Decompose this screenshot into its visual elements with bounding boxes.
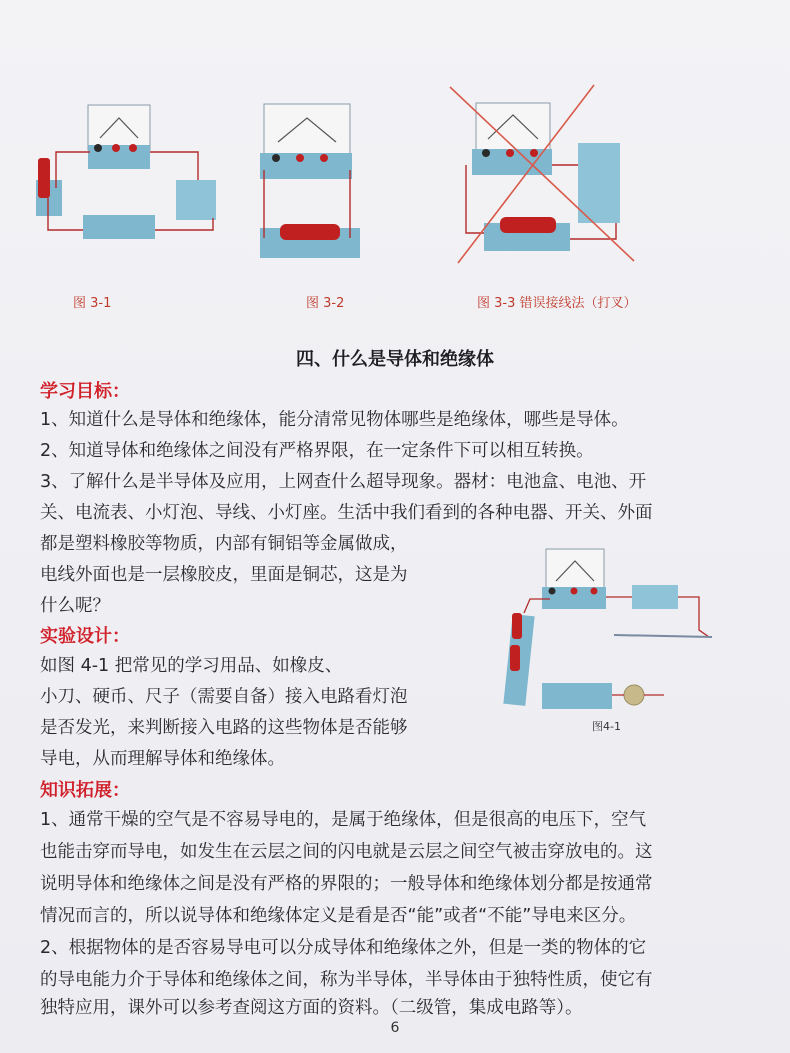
caption-fig-3-3: 图 3-3 错误接线法（打叉） <box>477 296 637 311</box>
extension-line: 独特应用，课外可以参考查阅这方面的资料。（二级管，集成电路等）。 <box>40 998 583 1018</box>
circuit-diagram-3-3 <box>448 83 638 273</box>
circuit-diagram-4-1 <box>494 545 724 730</box>
learning-goals-line: 都是塑料橡胶等物质，内部有铜铝等金属做成， <box>40 534 408 554</box>
experiment-line: 小刀、硬币、尺子（需要自备）接入电路看灯泡 <box>40 687 408 707</box>
experiment-line: 如图 4-1 把常见的学习用品、如橡皮、 <box>40 656 343 676</box>
extension-line: 的导电能力介于导体和绝缘体之间，称为半导体，半导体由于独特性质，使它有 <box>40 970 653 990</box>
figure-3-1 <box>28 100 228 265</box>
learning-goals-line: 1、知道什么是导体和绝缘体，能分清常见物体哪些是绝缘体，哪些是导体。 <box>40 410 629 430</box>
learning-goals-title: 学习目标： <box>40 381 130 402</box>
extension-line: 也能击穿而导电，如发生在云层之间的闪电就是云层之间空气被击穿放电的。这 <box>40 842 653 862</box>
learning-goals-line: 3、了解什么是半导体及应用，上网查什么超导现象。器材：电池盒、电池、开 <box>40 472 647 492</box>
experiment-title: 实验设计： <box>40 626 130 647</box>
caption-fig-4-1: 图4-1 <box>592 720 621 733</box>
figure-3-3 <box>448 83 638 273</box>
figure-4-1 <box>494 545 724 730</box>
learning-goals-line: 关、电流表、小灯泡、导线、小灯座。生活中我们看到的各种电器、开关、外面 <box>40 503 653 523</box>
learning-goals-line: 电线外面也是一层橡胶皮，里面是铜芯，这是为 <box>40 565 408 585</box>
section-title: 四、什么是导体和绝缘体 <box>296 349 494 370</box>
caption-fig-3-2: 图 3-2 <box>306 296 345 311</box>
page-number: 6 <box>390 1020 400 1036</box>
extension-line: 1、通常干燥的空气是不容易导电的，是属于绝缘体，但是很高的电压下，空气 <box>40 810 647 830</box>
circuit-diagram-3-2 <box>250 98 370 268</box>
experiment-line: 导电，从而理解导体和绝缘体。 <box>40 749 285 769</box>
extension-title: 知识拓展： <box>40 780 130 801</box>
caption-fig-3-1: 图 3-1 <box>73 296 112 311</box>
circuit-diagram-3-1 <box>28 100 228 265</box>
learning-goals-line: 什么呢？ <box>40 596 110 616</box>
figure-3-2 <box>250 98 370 268</box>
extension-line: 说明导体和绝缘体之间是没有严格的界限的；一般导体和绝缘体划分都是按通常 <box>40 874 653 894</box>
extension-line: 情况而言的，所以说导体和绝缘体定义是看是否“能”或者“不能”导电来区分。 <box>40 906 637 926</box>
learning-goals-line: 2、知道导体和绝缘体之间没有严格界限，在一定条件下可以相互转换。 <box>40 441 594 461</box>
extension-line: 2、根据物体的是否容易导电可以分成导体和绝缘体之外，但是一类的物体的它 <box>40 938 647 958</box>
experiment-line: 是否发光，来判断接入电路的这些物体是否能够 <box>40 718 408 738</box>
